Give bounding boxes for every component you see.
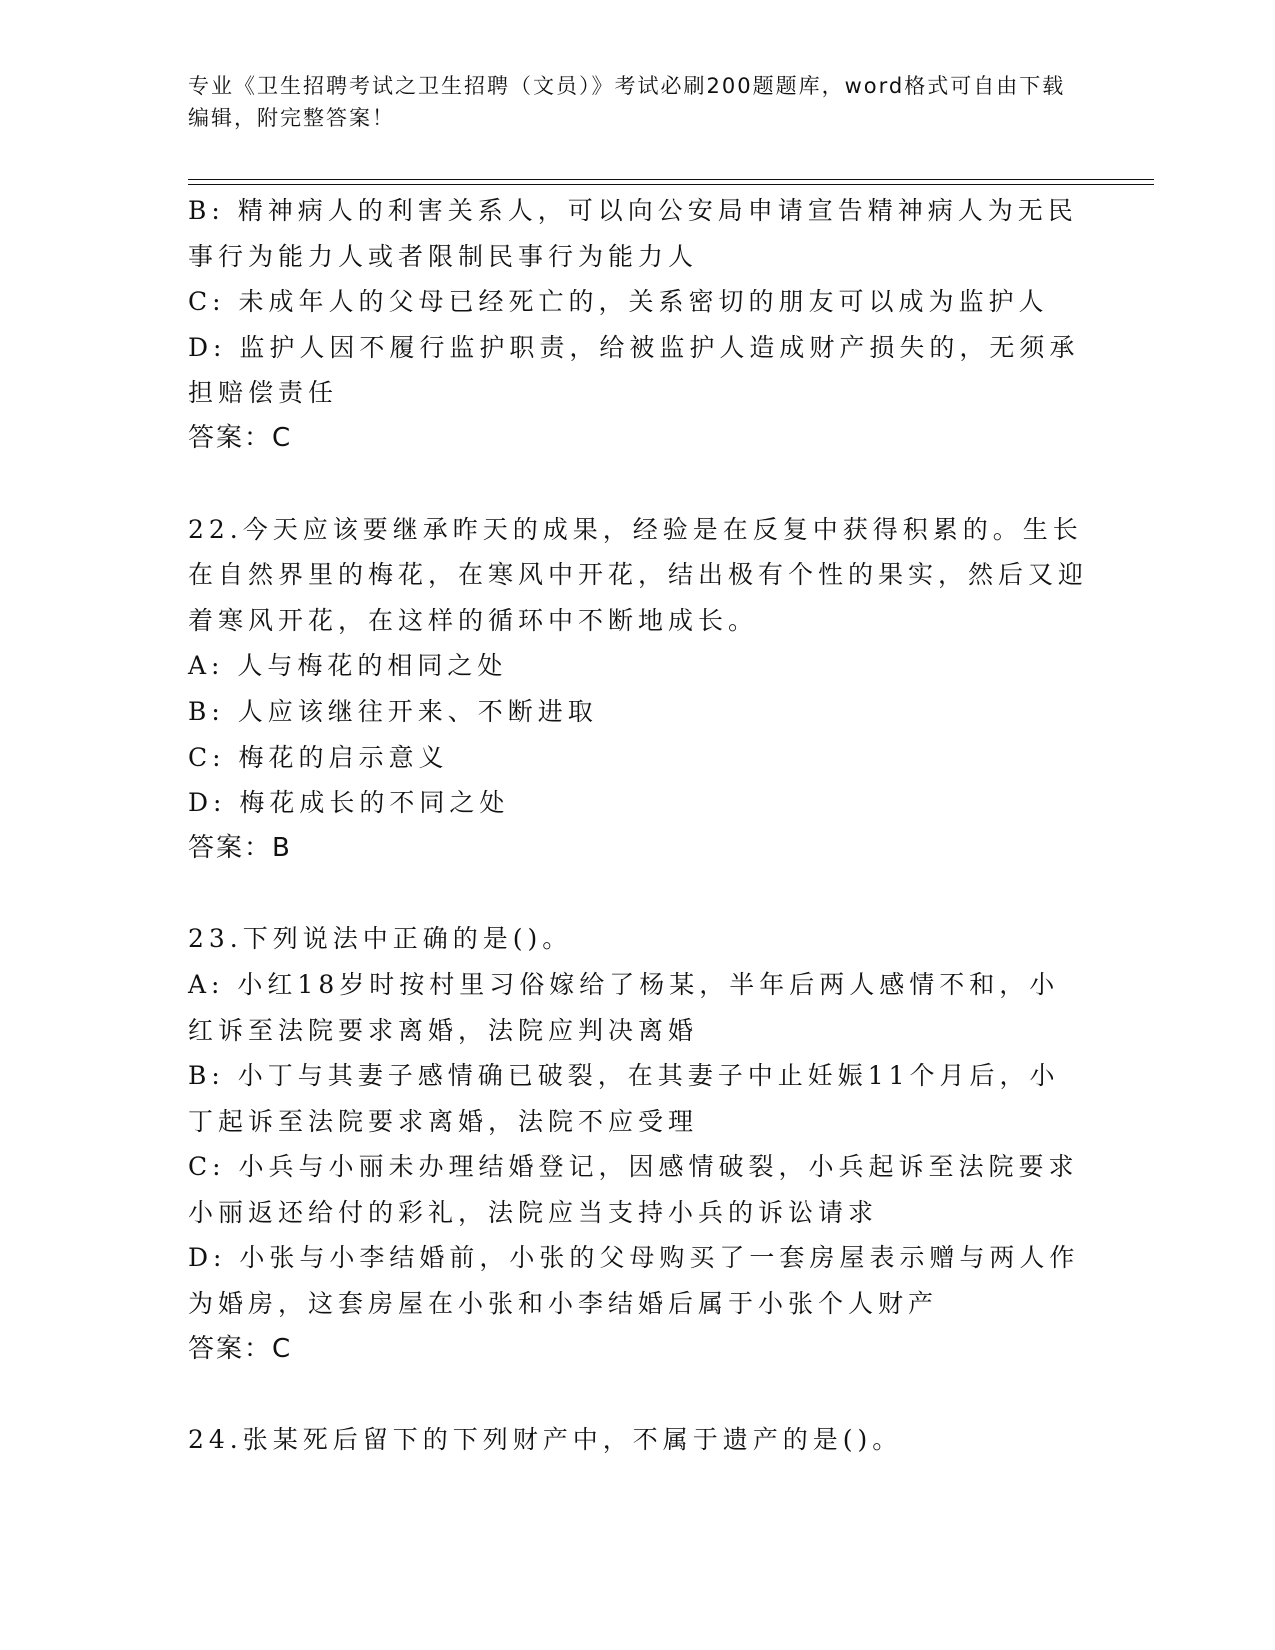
- q21-option-d: D: 监护人因不履行监护职责，给被监护人造成财产损失的，无须承担赔偿责任: [188, 332, 1080, 408]
- spacer: [188, 1372, 1088, 1417]
- q21-option-c: C: 未成年人的父母已经死亡的，关系密切的朋友可以成为监护人: [188, 287, 1049, 317]
- q22-option-c: C: 梅花的启示意义: [188, 742, 449, 772]
- q23-stem: 23.下列说法中正确的是()。: [188, 924, 573, 954]
- question-22: [188, 507, 1088, 872]
- q21-answer: 答案：C: [188, 422, 293, 453]
- q21-option-b: B: 精神病人的利害关系人，可以向公安局申请宣告精神病人为无民事行为能力人或者限制民事行为能力人: [188, 196, 1078, 271]
- q23-answer: 答案：C: [188, 1333, 293, 1364]
- q22-option-a: A: 人与梅花的相同之处: [188, 651, 508, 681]
- document-body: [188, 188, 1088, 1463]
- spacer: [188, 871, 1088, 916]
- question-24: [188, 1417, 1088, 1463]
- question-23: [188, 916, 1088, 1372]
- q22-option-b: B: 人应该继往开来、不断进取: [188, 696, 598, 726]
- spacer: [188, 462, 1088, 507]
- document-header: 专业《卫生招聘考试之卫生招聘（文员）》考试必刷200题题库，word格式可自由下载编辑，附完整答案！: [188, 74, 1066, 130]
- q23-option-a: A: 小红18岁时按村里习俗嫁给了杨某，半年后两人感情不和，小红诉至法院要求离婚，法院应判决离婚: [188, 969, 1060, 1045]
- q23-option-c: C: 小兵与小丽未办理结婚登记，因感情破裂，小兵起诉至法院要求小丽返还给付的彩礼，法院应当支持小兵的诉讼请求: [188, 1152, 1079, 1227]
- q22-option-d: D: 梅花成长的不同之处: [188, 788, 510, 818]
- question-21: [188, 188, 1088, 462]
- q22-stem: 22.今天应该要继承昨天的成果，经验是在反复中获得积累的。生长在自然界里的梅花，在寒风中开花，结出极有个性的果实，然后又迎着寒风开花，在这样的循环中不断地成长。: [188, 514, 1089, 635]
- q23-option-b: B: 小丁与其妻子感情确已破裂，在其妻子中止妊娠11个月后，小丁起诉至法院要求离婚，法院不应受理: [188, 1061, 1060, 1136]
- header-divider-top: [188, 179, 1154, 180]
- header-divider-bottom: [188, 184, 1154, 185]
- q24-stem: 24.张某死后留下的下列财产中，不属于遗产的是()。: [188, 1425, 903, 1455]
- q22-answer: 答案：B: [188, 832, 292, 863]
- q23-option-d: D: 小张与小李结婚前，小张的父母购买了一套房屋表示赠与两人作为婚房，这套房屋在小张和小李结婚后属于小张个人财产: [188, 1243, 1080, 1319]
